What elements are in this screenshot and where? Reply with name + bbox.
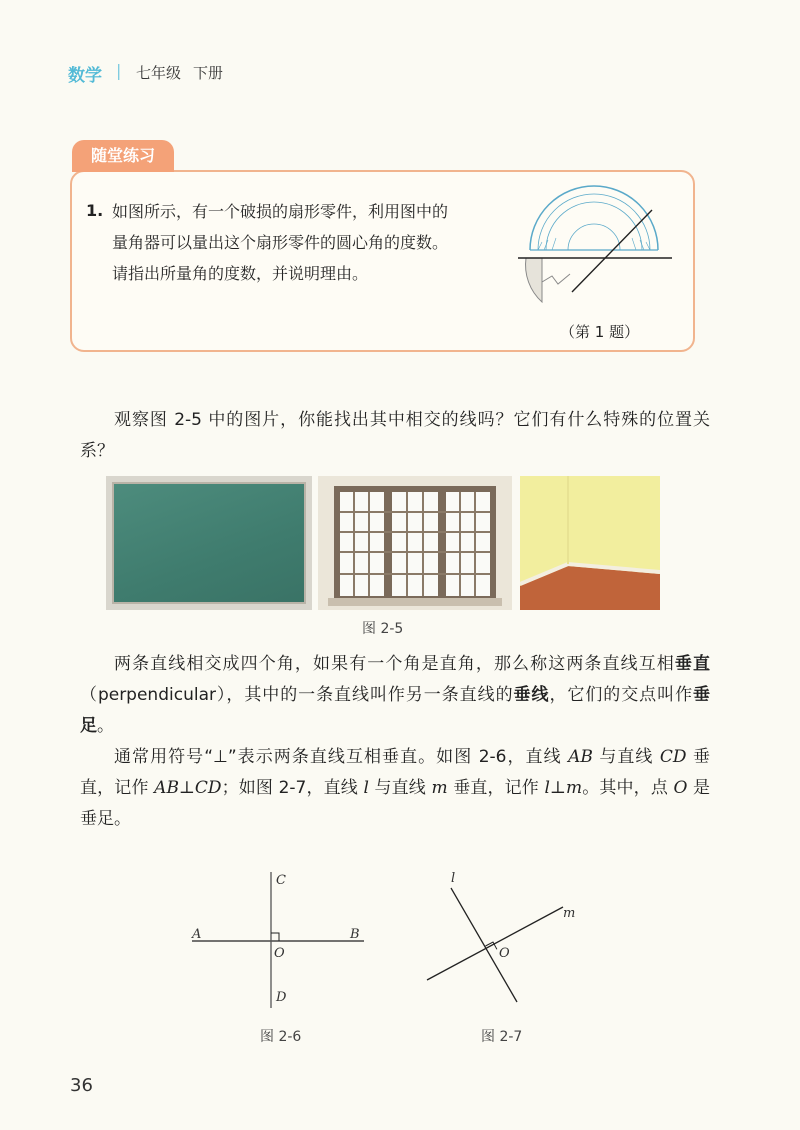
definition-text-3: ，它们的交点叫作 <box>549 685 694 705</box>
figure-2-6 <box>180 860 380 1020</box>
term-perpendicular: 垂直 <box>674 654 710 674</box>
header-grade: 七年级 <box>136 64 182 82</box>
exercise-caption: （第 1 题） <box>560 323 640 341</box>
measuring-line <box>572 210 652 292</box>
term-perpendicular-line: 垂线 <box>513 685 550 705</box>
figure-2-6-caption: 图 2-6 <box>260 1029 302 1045</box>
definition-text-2: （perpendicular），其中的一条直线叫作另一条直线的 <box>80 685 514 705</box>
label-o-2: O <box>499 946 510 961</box>
line-cd: CD <box>659 747 687 767</box>
label-l: l <box>451 871 456 886</box>
header-volume: 下册 <box>193 64 224 82</box>
label-c: C <box>276 873 286 888</box>
exercise-tab: 随堂练习 <box>72 140 174 172</box>
notation-text-6: 垂直，记作 <box>447 778 545 798</box>
definition-text-4: 。 <box>97 716 114 736</box>
line-ab: AB <box>568 747 593 767</box>
figure-2-7 <box>415 865 595 1010</box>
l-perp-m: l⊥m <box>544 778 583 798</box>
notation-text-5: 与直线 <box>368 778 432 798</box>
notation-text-3: 垂直，记作 <box>80 747 710 798</box>
notation-text-1: 通常用符号“⊥”表示两条直线互相垂直。如图 2-6，直线 <box>114 747 569 767</box>
exercise-number: 1. <box>86 201 104 220</box>
right-angle-mark <box>271 933 279 941</box>
photo-wall-corner <box>520 476 660 610</box>
protractor-ticks <box>538 238 650 250</box>
exercise-text <box>112 196 512 289</box>
notation-text-4: ；如图 2-7，直线 <box>221 778 364 798</box>
paragraph-definition <box>80 649 710 742</box>
line-l: l <box>363 778 369 798</box>
figure-2-5-caption: 图 2-5 <box>362 621 404 637</box>
term-foot: 垂足 <box>80 685 711 736</box>
notation-text-7: 。其中，点 <box>582 778 674 798</box>
header-separator: | <box>116 61 122 80</box>
blackboard-surface <box>112 482 306 604</box>
protractor-inner-arc <box>546 202 642 250</box>
header-subject: 数学 <box>68 66 102 86</box>
sector-part <box>526 258 542 302</box>
protractor-figure <box>512 180 677 310</box>
line-m-drawing <box>427 907 563 980</box>
page-number: 36 <box>70 1075 93 1096</box>
protractor-center-arc <box>568 224 620 250</box>
figure-2-7-caption: 图 2-7 <box>481 1029 523 1045</box>
definition-text-1: 两条直线相交成四个角，如果有一个角是直角，那么称这两条直线互相 <box>114 654 675 674</box>
line-m: m <box>431 778 448 798</box>
paragraph-notation <box>80 742 710 835</box>
photo-blackboard <box>106 476 312 610</box>
label-a: A <box>192 927 202 942</box>
exercise-line-3: 请指出所量角的度数，并说明理由。 <box>112 264 369 283</box>
ab-perp-cd: AB⊥CD <box>154 778 222 798</box>
exercise-line-1: 如图所示，有一个破损的扇形零件，利用图中的 <box>112 202 449 221</box>
label-o: O <box>274 946 285 961</box>
point-o: O <box>673 778 688 798</box>
label-d: D <box>276 990 287 1005</box>
label-m: m <box>563 906 576 921</box>
line-l-drawing <box>451 888 517 1002</box>
notation-text-2: 与直线 <box>592 747 660 767</box>
label-b: B <box>350 927 360 942</box>
paragraph-observe: 观察图 2-5 中的图片，你能找出其中相交的线吗？它们有什么特殊的位置关系？ <box>80 410 710 461</box>
photo-window <box>318 476 512 610</box>
protractor-outer-arc <box>530 186 658 250</box>
notation-text-8: 是垂足。 <box>80 778 711 829</box>
exercise-line-2: 量角器可以量出这个扇形零件的圆心角的度数。 <box>112 233 449 252</box>
